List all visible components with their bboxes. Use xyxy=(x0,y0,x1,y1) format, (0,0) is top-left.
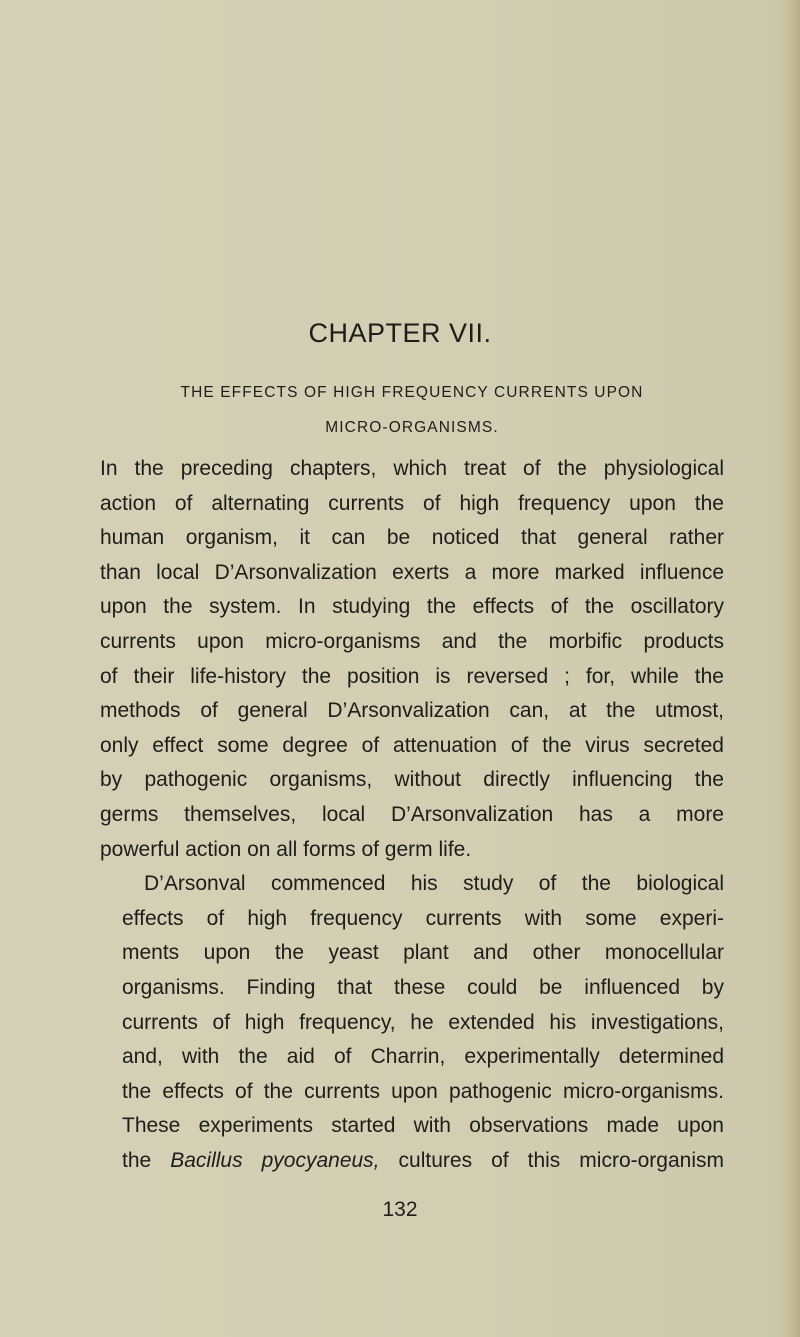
text-line: by pathogenic organisms, without directly influencing the xyxy=(100,768,724,792)
chapter-title-line-2: MICRO-ORGANISMS. xyxy=(325,419,499,436)
paragraph-1 xyxy=(100,452,724,867)
text-line-last xyxy=(100,1144,724,1179)
text-line: of their life-history the position is reversed ; for, while the xyxy=(100,664,724,688)
text-line: These experiments started with observations made upon xyxy=(122,1114,724,1138)
page-number: 132 xyxy=(382,1198,418,1221)
chapter-title-line-1: THE EFFECTS OF HIGH FREQUENCY CURRENTS UPON xyxy=(180,384,644,401)
text-line: powerful action on all forms of germ life. xyxy=(100,837,472,861)
text-line: and, with the aid of Charrin, experimentally determined xyxy=(122,1045,724,1069)
text-fragment: the xyxy=(122,1148,171,1172)
text-line: action of alternating currents of high frequency upon the xyxy=(100,491,724,515)
text-line: upon the system. In studying the effects of the oscillatory xyxy=(100,595,724,619)
text-line: than local D’Arsonvalization exerts a more marked influence xyxy=(100,560,724,584)
chapter-heading: CHAPTER VII. xyxy=(308,318,492,348)
text-line: D’Arsonval commenced his study of the biological xyxy=(144,872,724,896)
text-line: currents upon micro-organisms and the morbific products xyxy=(100,629,724,653)
italic-species-name: Bacillus pyocyaneus, xyxy=(170,1148,380,1172)
body-text xyxy=(100,452,724,1178)
text-line: ments upon the yeast plant and other monocellular xyxy=(122,941,724,965)
text-line: the effects of the currents upon pathogenic micro-organisms. xyxy=(122,1079,724,1103)
page-edge-shadow xyxy=(778,0,800,1337)
text-line: methods of general D’Arsonvalization can, at the utmost, xyxy=(100,699,724,723)
text-line: human organism, it can be noticed that general rather xyxy=(100,526,724,550)
paragraph-2 xyxy=(100,867,724,1178)
text-line: currents of high frequency, he extended his investigations, xyxy=(122,1010,724,1034)
chapter-title xyxy=(100,375,724,445)
text-line: In the preceding chapters, which treat of the physiological xyxy=(100,457,724,480)
text-line: germs themselves, local D’Arsonvalization has a more xyxy=(100,802,724,826)
text-line: effects of high frequency currents with some experi- xyxy=(122,906,724,930)
text-fragment: cultures of this micro-organism xyxy=(379,1148,724,1172)
text-line: organisms. Finding that these could be influenced by xyxy=(122,975,724,999)
text-line: only effect some degree of attenuation of the virus secreted xyxy=(100,733,724,757)
